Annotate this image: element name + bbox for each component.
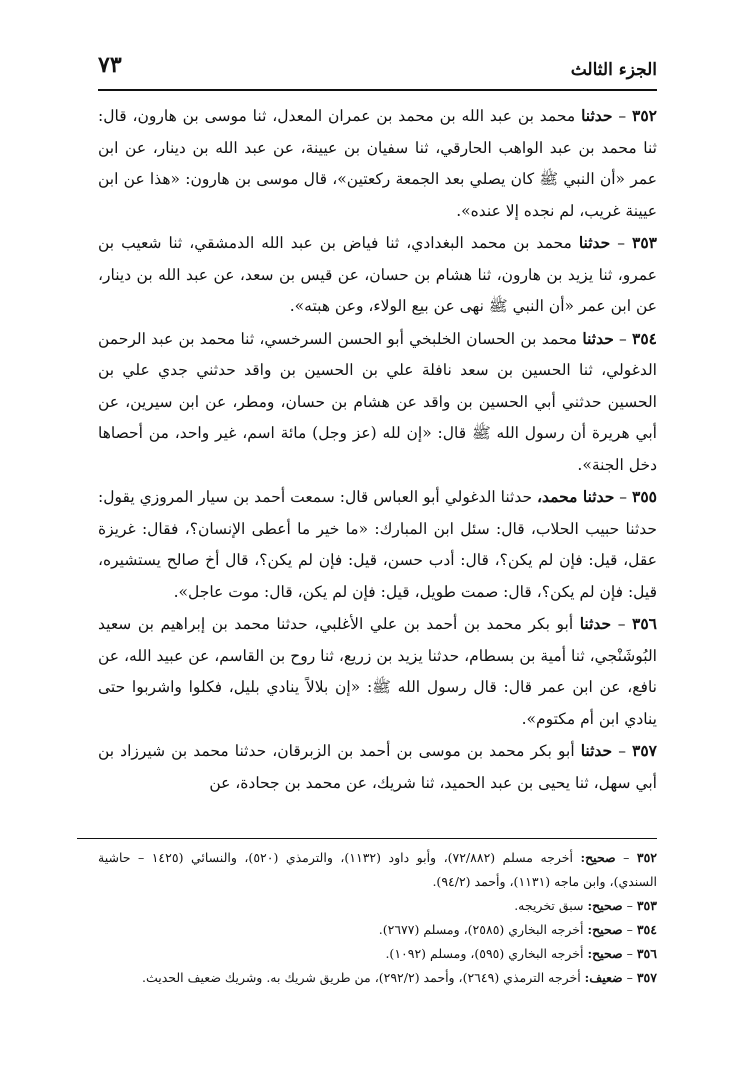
- hadith-paragraph: ٣٥٦ – حدثنا أبو بكر محمد بن أحمد بن علي الأغلبي، حدثنا محمد بن إبراهيم بن سعيد البُوشَنْجي، ثنا أمية بن بسطام، حدثنا يزيد بن زريع، ثنا روح بن القاسم، عن عبيد الله، عن نافع، عن ابن عمر قال: قال رسول الله ﷺ: «إن بلالاً ينادي بليل، فكلوا واشربوا حتى ينادي ابن أم مكتوم».: [98, 614, 657, 728]
- hadith-lead: حدثنا: [582, 328, 614, 348]
- footnote-grade: صحيح:: [580, 850, 616, 865]
- footnote-rule: [77, 838, 657, 839]
- hadith-paragraph: ٣٥٥ – حدثنا محمد، حدثنا الدغولي أبو العباس قال: سمعت أحمد بن سيار المروزي يقول: حدثنا حبيب الحلاب، قال: سئل ابن المبارك: «ما خير ما أعطى الإنسان؟، فقال: غريزة عقل، قيل: فإن لم يكن؟، قال: أدب حسن، قيل: فإن لم يكن؟، قال أخ صالح يستشيره، قيل: فإن لم يكن؟، قال: صمت طويل، قيل: فإن لم يكن، قال: موت عاجل».: [98, 487, 657, 601]
- footnote-number: ٣٥٢: [636, 850, 658, 865]
- hadith-lead: حدثنا محمد،: [537, 487, 615, 506]
- hadith-number: ٣٥٤: [632, 328, 658, 348]
- hadith-lead: حدثنا: [578, 233, 611, 252]
- hadith-number: ٣٥٢: [632, 106, 657, 125]
- footnote-grade: صحيح:: [587, 946, 623, 961]
- main-text: [98, 100, 657, 799]
- hadith-text: أبو بكر محمد بن أحمد بن علي الأغلبي، حدثنا محمد بن إبراهيم بن سعيد البُوشَنْجي، ثنا أمية بن بسطام، حدثنا يزيد بن زريع، ثنا روح بن القاسم، عن عبيد الله، عن نافع، عن ابن عمر قال: قال رسول الله ﷺ: «إن بلالاً ينادي بليل، فكلوا واشربوا حتى ينادي ابن أم مكتوم».: [98, 615, 657, 728]
- footnote-number: ٣٥٧: [636, 970, 657, 985]
- footnote: ٣٥٤ – صحيح: أخرجه البخاري (٢٥٨٥)، ومسلم (٢٦٧٧).: [378, 922, 657, 937]
- hadith-paragraph: ٣٥٧ – حدثنا أبو بكر محمد بن موسى بن أحمد بن الزبرقان، حدثنا محمد بن شيرزاد بن أبي سهل، ثنا يحيى بن عبد الحميد، ثنا شريك، عن محمد بن جحادة، عن: [98, 741, 657, 792]
- footnotes: [98, 846, 657, 990]
- running-title: الجزء الثالث: [570, 60, 657, 80]
- footnote: ٣٥٣ – صحيح: سبق تخريجه.: [514, 898, 657, 913]
- footnote-grade: صحيح:: [587, 898, 623, 913]
- hadith-text: محمد بن عبد الله بن محمد بن عمران المعدل، ثنا موسى بن هارون، قال: ثنا محمد بن عبد الواهب الحارقي، ثنا سفيان بن عيينة، عن عبد الله بن دينار، عن ابن عمر «أن النبي ﷺ كان يصلي بعد الجمعة ركعتين»، قال موسى بن هارون: «هذا عن ابن عيينة غريب، لم نجده إلا عنده».: [98, 107, 657, 220]
- header-rule: [98, 89, 657, 91]
- hadith-lead: حدثنا: [580, 741, 613, 760]
- hadith-text: محمد بن الحسان الخلبخي أبو الحسن السرخسي، ثنا محمد بن عبد الرحمن الدغولي، ثنا الحسين بن سعد نافلة علي بن الحسين بن واقد حدثني جدي علي بن الحسين حدثني أبي الحسين بن واقد عن هشام بن حسان، ومطر، عن ابن سيرين، عن أبي هريرة أن رسول الله ﷺ قال: «إن لله (عز وجل) مائة اسم، غير واحد، من أحصاها دخل الجنة».: [98, 329, 657, 474]
- hadith-paragraph: ٣٥٤ – حدثنا محمد بن الحسان الخلبخي أبو الحسن السرخسي، ثنا محمد بن عبد الرحمن الدغولي، ثنا الحسين بن سعد نافلة علي بن الحسين بن واقد حدثني جدي علي بن الحسين حدثني أبي الحسين بن واقد عن هشام بن حسان، ومطر، عن ابن سيرين، عن أبي هريرة أن رسول الله ﷺ قال: «إن لله (عز وجل) مائة اسم، غير واحد، من أحصاها دخل الجنة».: [98, 328, 658, 474]
- hadith-text: أبو بكر محمد بن موسى بن أحمد بن الزبرقان، حدثنا محمد بن شيرزاد بن أبي سهل، ثنا يحيى بن عبد الحميد، ثنا شريك، عن محمد بن جحادة، عن: [98, 742, 657, 792]
- footnote-grade: ضعيف:: [584, 970, 623, 985]
- footnote-text: أخرجه البخاري (٢٥٨٥)، ومسلم (٢٦٧٧).: [378, 922, 584, 937]
- hadith-lead: حدثنا: [581, 106, 613, 125]
- page-header: [98, 52, 657, 86]
- footnote-text: أخرجه مسلم (٧٢/٨٨٢)، وأبو داود (١١٣٢)، والترمذي (٥٢٠)، والنسائي (١٤٢٥ – حاشية السندي)، وابن ماجه (١١٣١)، وأحمد (٩٤/٢).: [98, 850, 657, 889]
- hadith-text: محمد بن محمد البغدادي، ثنا فياض بن عبد الله الدمشقي، ثنا شعيب بن عمرو، ثنا يزيد بن هارون، ثنا هشام بن حسان، عن قيس بن سعد، عن عبد الله بن دينار، عن ابن عمر «أن النبي ﷺ نهى عن بيع الولاء، وعن هبته».: [98, 234, 657, 315]
- hadith-number: ٣٥٧: [632, 741, 657, 760]
- hadith-number: ٣٥٣: [632, 233, 657, 252]
- footnote: ٣٥٢ – صحيح: أخرجه مسلم (٧٢/٨٨٢)، وأبو داود (١١٣٢)، والترمذي (٥٢٠)، والنسائي (١٤٢٥ – حاشية السندي)، وابن ماجه (١١٣١)، وأحمد (٩٤/٢).: [98, 850, 658, 889]
- page-number: ٧٣: [98, 52, 122, 78]
- footnote: ٣٥٦ – صحيح: أخرجه البخاري (٥٩٥)، ومسلم (١٠٩٢).: [385, 946, 657, 961]
- hadith-paragraph: ٣٥٢ – حدثنا محمد بن عبد الله بن محمد بن عمران المعدل، ثنا موسى بن هارون، قال: ثنا محمد بن عبد الواهب الحارقي، ثنا سفيان بن عيينة، عن عبد الله بن دينار، عن ابن عمر «أن النبي ﷺ كان يصلي بعد الجمعة ركعتين»، قال موسى بن هارون: «هذا عن ابن عيينة غريب، لم نجده إلا عنده».: [98, 106, 657, 220]
- footnote: ٣٥٧ – ضعيف: أخرجه الترمذي (٢٦٤٩)، وأحمد (٢٩٢/٢)، من طريق شريك به. وشريك ضعيف الحديث.: [141, 970, 657, 985]
- hadith-number: ٣٥٦: [632, 614, 657, 633]
- hadith-lead: حدثنا: [579, 614, 612, 633]
- footnote-number: ٣٥٤: [636, 922, 657, 937]
- hadith-text: حدثنا الدغولي أبو العباس قال: سمعت أحمد بن سيار المروزي يقول: حدثنا حبيب الحلاب، قال: سئل ابن المبارك: «ما خير ما أعطى الإنسان؟، فقال: غريزة عقل، قيل: فإن لم يكن؟، قال: أدب حسن، قيل: فإن لم يكن؟، قال أخ صالح يستشيره، قيل: فإن لم يكن؟، قال: صمت طويل، قيل: فإن لم يكن، قال: موت عاجل».: [98, 488, 657, 601]
- hadith-number: ٣٥٥: [632, 487, 657, 506]
- footnote-text: أخرجه الترمذي (٢٦٤٩)، وأحمد (٢٩٢/٢)، من طريق شريك به. وشريك ضعيف الحديث.: [141, 970, 581, 985]
- footnote-number: ٣٥٦: [636, 946, 657, 961]
- footnote-text: أخرجه البخاري (٥٩٥)، ومسلم (١٠٩٢).: [385, 946, 584, 961]
- footnote-grade: صحيح:: [587, 922, 623, 937]
- hadith-paragraph: ٣٥٣ – حدثنا محمد بن محمد البغدادي، ثنا فياض بن عبد الله الدمشقي، ثنا شعيب بن عمرو، ثنا يزيد بن هارون، ثنا هشام بن حسان، عن قيس بن سعد، عن عبد الله بن دينار، عن ابن عمر «أن النبي ﷺ نهى عن بيع الولاء، وعن هبته».: [98, 233, 657, 315]
- footnote-text: سبق تخريجه.: [514, 898, 584, 913]
- footnote-number: ٣٥٣: [636, 898, 657, 913]
